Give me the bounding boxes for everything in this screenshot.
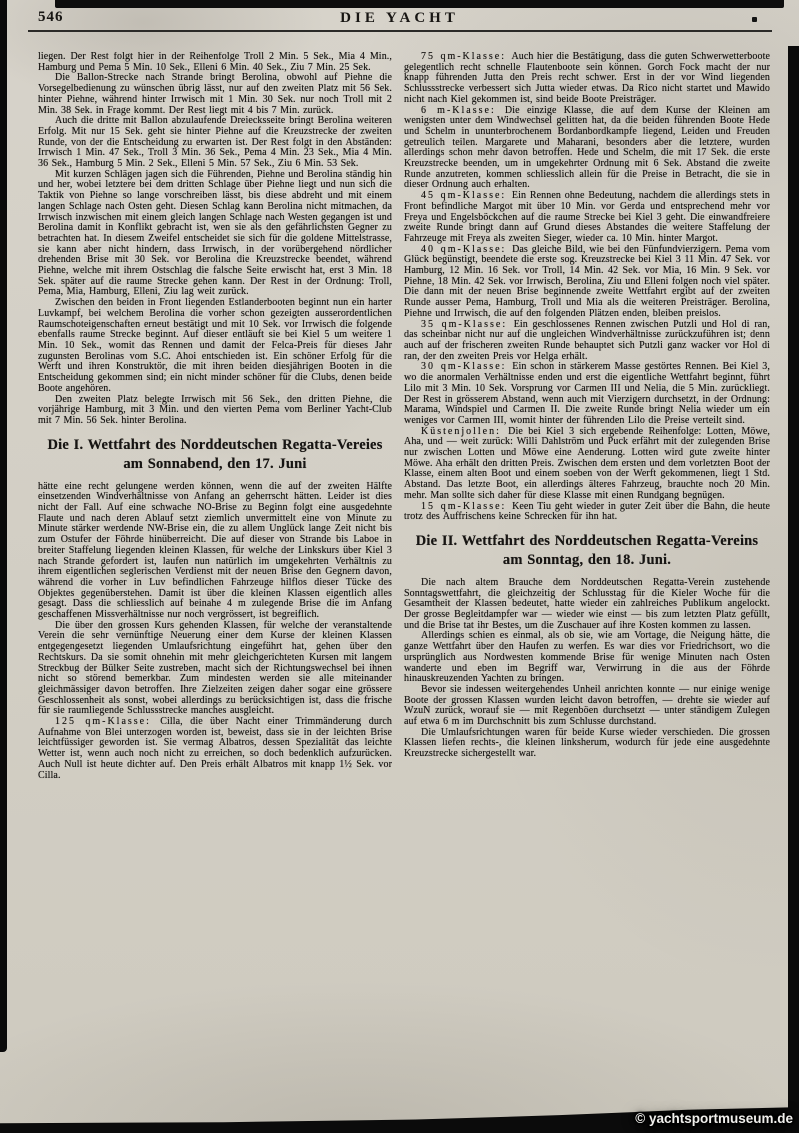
section-heading-line: am Sonntag, den 18. Juni. [502,551,672,568]
paragraph: Allerdings schien es einmal, als ob sie, wie am Vortage, die Neigung hätte, die ganze Wettfahrt über den Haufen zu werfen. Es war dies vor Friedrichsort, wo die ursprünglich aus Nordwesten kommende Brise für wenige Minuten nach Osten wanderte und eben im Begriff war, Verwirrung in die aus der Föhrde hinauskreuzenden Yachten zu bringen. [404,630,770,685]
paragraph: Zwischen den beiden in Front liegenden Estlanderbooten beginnt nun ein harter Luvkampf, bei welchem Berolina die vorher schon gezeigten ausserordentlichen Raumschoteigenschaften erneut bestätigt und mit 10 Sek. vor Irrwisch die folgende ebenfalls raume Strecke beginnt. Auf dieser entläuft sie bei Kiel 5 um weitere 1 Min. 10 Sek., womit das Rennen und damit der Felca-Preis für dieses Jahr zugunsten Berolinas vom S.C. Ahoi entschieden ist. Ein schöner Erfolg für die Werft und ihren Konstruktör, die mit ihren beiden diesjährigen Booten in die Entscheidung gekommen sind; ein nicht minder schöner für die Clubs, denen beide Boote angehören. [38,297,392,394]
header-rule-thin [28,30,772,32]
paragraph: Die Ballon-Strecke nach Strande bringt Berolina, obwohl auf Piehne die Vorsegelbedienung zu wünschen übrig lässt, nur auf den zweiten Platz mit 56 Sek. hinter Piehne, während hinter Irrwisch mit 1 Min. 30 Sek. nur noch Troll mit 2 Min. 38 Sek. in Frage kommt. Der Rest liegt mit 4 bis 7 Min. zurück. [38,72,392,116]
class-label: 6 m-Klasse: [421,104,505,116]
class-label: 15 qm-Klasse: [421,500,513,512]
paragraph: 15 qm-Klasse: Keen Tiu geht wieder in guter Zeit über die Bahn, die heute trotz des Auffrischens keine Schrecken für ihn hat. [404,500,770,523]
page-number: 546 [38,9,64,25]
class-label: 75 qm-Klasse: [421,52,512,62]
paragraph: 45 qm-Klasse: Ein Rennen ohne Bedeutung, nachdem die allerdings stets in Front befindliche Margot mit über 10 Min. vor Gerda und entsprechend mehr vor Freya und Engelsböckchen auf die raume Strecke bei Kiel 3 geht. Die einwandfreiere zweite Runde bringt dann auf Grund dieses Abstandes die weitere Staffelung der Fahrzeuge mit Freya als zweiten Sieger, wieder ca. 10 Min. hinter Margot. [404,190,770,244]
left-column [38,52,392,1110]
paragraph: liegen. Der Rest folgt hier in der Reihenfolge Troll 2 Min. 5 Sek., Mia 4 Min., Hamburg und Pema 5 Min. 10 Sek., Elleni 6 Min. 40 Sek., Ziu 7 Min. 25 Sek. [38,52,392,73]
scan-edge-right [788,46,799,1133]
paragraph: 6 m-Klasse: Die einzige Klasse, die auf dem Kurse der Kleinen am wenigsten unter dem Windwechsel gelitten hat, da die beiden führenden Boote Hede und Schelm in ununterbrochenem Bordanbordkampfe liegend, Leiden und Freuden getreulich teilen. Margarete und Maharani, besonders aber die letztere, wurden allerdings schon mehr davon betroffen. Hede und Schelm, die mit 17 Sek. die erste Kreuzstrecke beenden, um in umgekehrter Ordnung mit 6 Sek. Abstand die zweite Runde anzutreten, kommen schliesslich allein für die Preise in Betracht, die sie in dieser Ordnung auch erhalten. [404,104,770,191]
section-heading [38,436,392,474]
paragraph: Bevor sie indessen weitergehendes Unheil anrichten konnte — nur einige wenige Boote der grossen Klassen wurden leicht davon betroffen, — drehte sie wieder auf WzuN zurück, worauf sie — mit Regenböen durchsetzt — unter ständigem Zulegen auf etwa 6 m im Durchschnitt bis zum Schlusse durchstand. [404,683,770,728]
section-heading-line: am Sonnabend, den 17. Juni [123,455,307,472]
scan-edge-left [0,0,7,1052]
paragraph: Den zweiten Platz belegte Irrwisch mit 56 Sek., den dritten Piehne, die vorjährige Hamburg, mit 3 Min. und den vierten Pema vom Berliner Yacht-Club mit 7 Min. 56 Sek. hinter Berolina. [38,393,392,426]
masthead-title: DIE YACHT [340,10,459,26]
paragraph: 35 qm-Klasse: Ein geschlossenes Rennen zwischen Putzli und Hol di ran, das scheinbar nicht nur auf die ungleichen Windverhältnisse zurückzuführen ist; denn auch auf der frischeren zweiten Runde behauptet sich Putzli ganz wacker vor Hol di ran, der den zweiten Preis vor Helga erhält. [404,318,770,362]
section-heading-line: Die II. Wettfahrt des Norddeutschen Regatta-Vereins [415,532,759,549]
paragraph: 125 qm-Klasse: Cilla, die über Nacht einer Trimmänderung durch Aufnahme von Blei unterzogen worden ist, beweist, dass sie in der leichten Brise leichtfüssiger geworden ist. Sie vermag Albatros, dessen Spezialität das leichte Wetter ist, wenn auch noch nicht zu erreichen, so doch bedenklich aufzurücken. Auch Null ist heute dichter auf. Den Preis erhält Albatros mit knapp 1½ Sek. vor Cilla. [38,716,392,781]
paragraph: 75 qm-Klasse: Auch hier die Bestätigung, dass die guten Schwerwetterboote gelegentlich recht schnelle Flautenboote sein können. Gorch Fock macht der nur knapp führenden Jutta den Preis recht schwer. Erst in der vor Wind liegenden Schlussstrecke verbessert sich Jutta wieder etwas. Da Rico nicht startet und Mawido nicht nach Kiel gekommen ist, sind beide Boote Preisträger. [404,52,770,105]
class-label: 45 qm-Klasse: [421,190,512,202]
right-column [404,52,770,1110]
header-dot [752,17,757,22]
paragraph: 40 qm-Klasse: Das gleiche Bild, wie bei den Fünfundvierzigern. Pema vom Glück begünstigt, beendete die erste sog. Kreuzstrecke bei Kiel 3 11 Min. 47 Sek. vor Hamburg, 12 Min. 16 Sek. vor Troll, 14 Min. 42 Sek. vor Mia, 16 Min. 9 Sek. vor Piehne, 18 Min. 42 Sek. vor Irrwisch, Berolina, Ziu und Elleni folgen noch viel später. Die dann mit der neuen Brise beginnende zweite Wettfahrt ergibt auf der zweiten Runde ausser Pema, Hamburg, Troll und Mia als die weiteren Preisträger. Berolina, Piehne und Irrwisch, die auf den folgenden Plätzen enden, bleiben preislos. [404,243,770,319]
class-label: 125 qm-Klasse: [55,716,161,728]
paragraph: Mit kurzen Schlägen jagen sich die Führenden, Piehne und Berolina ständig hin und her, wobei letztere bei dem dritten Schlage über Piehne liegt und nun sich die Taktik von Piehne so lange vorschreiben lässt, bis diese abdreht und mit einem langen Schlage nach Osten geht. Diesen Schlag kann Berolina nicht mitmachen, da Irrwisch inzwischen mit einem gleich langen Schlage nach Westen gegangen ist und Berolina damit in Konflikt gebracht ist, wen sie als den gefährlichsten Gegner zu betrachten hat. In diesem Zweifel entscheidet sie sich für die goldene Mittelstrasse, sie kann aber nicht hindern, dass Irrwisch, in der vorübergehend nördlicher drehenden Brise mit 30 Sek. vor Berolina die Kreuzstrecke beendet, während Piehne, welche mit ihrem Ostschlag die falsche Seite erwischt hat, erst 3 Min. 18 Sek. später auf die raume Strecke gehen kann. Der Rest in der Ordnung: Troll, Pema, Mia, Hamburg, Elleni, Ziu lag weit zurück. [38,168,392,298]
section-heading-line: Die I. Wettfahrt des Norddeutschen Regatta-Vereies [47,436,383,453]
paragraph: Die über den grossen Kurs gehenden Klassen, für welche der veranstaltende Verein die sehr vernünftige Neuerung einer dem Kurse der kleinen Klassen entgegengesetzt liegenden Umlaufsrichtung eingeführt hat, gehen über den Rechtskurs. Da sie somit ohnehin mit mehr gleichgerichteten Kursen mit langem Streckbug der Bülker Seite zustreben, macht sich der Richtungswechsel bei ihnen nicht so störend bemerkbar. Zum mindesten werden sie alle miteinander gleichmässiger davon betroffen. Ihre Zielzeiten zeigen daher sogar eine grössere Geschlossenheit als sonst, wobei allerdings zu berücksichtigen ist, dass die frische für sie raumliegende Schlussstrecke manches ausgleicht. [38,619,392,717]
paragraph: Küstenjollen: Die bei Kiel 3 sich ergebende Reihenfolge: Lotten, Möwe, Aha, und — weit zurück: Willi Dahlström und Puck erfährt mit der zulegenden Brise nur zwischen Lotten und Möwe eine Aenderung. Lotten wird gute zweite hinter Möwe. Aha erhält den dritten Preis. Zwischen dem ersten und dem vorletzten Boot der Klasse, einem alten Boot und einem soeben von der Werft gekommenen, liegt 1 Std. Abstand. Das letzte Boot, ein allerdings älteres Fahrzeug, brauchte noch 20 Min. mehr. Man sollte sich daher für diese Klasse mit einen Rundgang begnügen. [404,425,770,501]
paragraph: Die nach altem Brauche dem Norddeutschen Regatta-Verein zustehende Sonntagswettfahrt, die gleichzeitig der Schlusstag für die Kieler Woche für die Gesamtheit der Klassen bedeutet, hatte wieder ein zahlreiches Publikum angelockt. Der grosse Begleitdampfer war — wieder wie einst — bis zum letzten Platz gefüllt, und die Brise tat ihr Bestes, um die Zuschauer auf ihre Kosten kommen zu lassen. [404,576,770,631]
watermark: © yachtsportmuseum.de [635,1111,793,1126]
paragraph: 30 qm-Klasse: Ein schon in stärkerem Masse gestörtes Rennen. Bei Kiel 3, wo die anormalen Verhältnisse enden und erst die eigentliche Wettfahrt beginnt, führt Lilo mit 3 Min. 10 Sek. Vorsprung vor Carmen III und Nelia, die 5 Min. zurückliegt. Der Rest in grösserem Abstand, wenn auch mit Vierzigern durchsetzt, in der Ordnung: Marama, Windspiel und Carmen II. Die zweite Runde bringt Nelia wieder um ein weniges vor Carmen III, womit hinter der führenden Lilo die Preise verteilt sind. [404,361,770,426]
section-heading [404,532,770,570]
paragraph: Auch die dritte mit Ballon abzulaufende Dreiecksseite bringt Berolina weiteren Erfolg. Mit nur 15 Sek. geht sie hinter Piehne auf die Kreuzstrecke der zweiten Runde, von der die Entscheidung zu erwarten ist. Der Rest folgt in den Abständen: Irrwisch 1 Min. 47 Sek., Troll 3 Min. 36 Sek., Pema 4 Min. 23 Sek., Mia 4 Min. 36 Sek., Hamburg 5 Min. 2 Sek., Elleni 5 Min. 57 Sek., Ziu 6 Min. 53 Sek. [38,115,392,170]
class-label: 35 qm-Klasse: [421,318,514,330]
header-rule-thick [55,0,784,8]
class-label: Küstenjollen: [421,425,509,437]
class-label: 40 qm-Klasse: [421,243,513,255]
class-label: 30 qm-Klasse: [421,361,513,373]
paragraph: hätte eine recht gelungene werden können, wenn die auf der zweiten Hälfte einsetzenden Windverhältnisse von Anfang an geherrscht hätten. Leider ist dies nicht der Fall. Auf eine schwache NO-Brise zu Beginn folgt eine ausgedehnte Flaute und nach deren Ablauf setzt ziemlich unvermittelt eine von Minute zu Minute stärker werdende NW-Brise ein, die zu allem Unglück lange Zeit nicht bis zum Ostufer der Föhrde hinüberreicht. Die auf dieser von Strande bis Laboe in breiter Staffelung liegenden kleinen Klassen, für welche der Linkskurs über Kiel 3 nach Strande gefordert ist, laufen nun natürlich im umgekehrten Verhältnis zu ihrem eigentlichen seglerischen Verdienst mit der neuen Brise den Gegnern davon, während die vorher in Luv befindlichen Fahrzeuge hilflos dieser Tücke des Objektes gegenüberstehen. Damit ist über die kleinen Klassen eigentlich alles gesagt. Dass die schliesslich auf beinahe 4 m zulegende Brise die im Anfang geschaffenen Missverhältnisse nur noch vergrössert, ist begreiflich. [38,480,392,621]
paragraph: Die Umlaufsrichtungen waren für beide Kurse wieder verschieden. Die grossen Klassen liefen rechts-, die kleinen linksherum, wodurch für jede eine ausgedehnte Kreuzstrecke sichergestellt war. [404,726,770,760]
